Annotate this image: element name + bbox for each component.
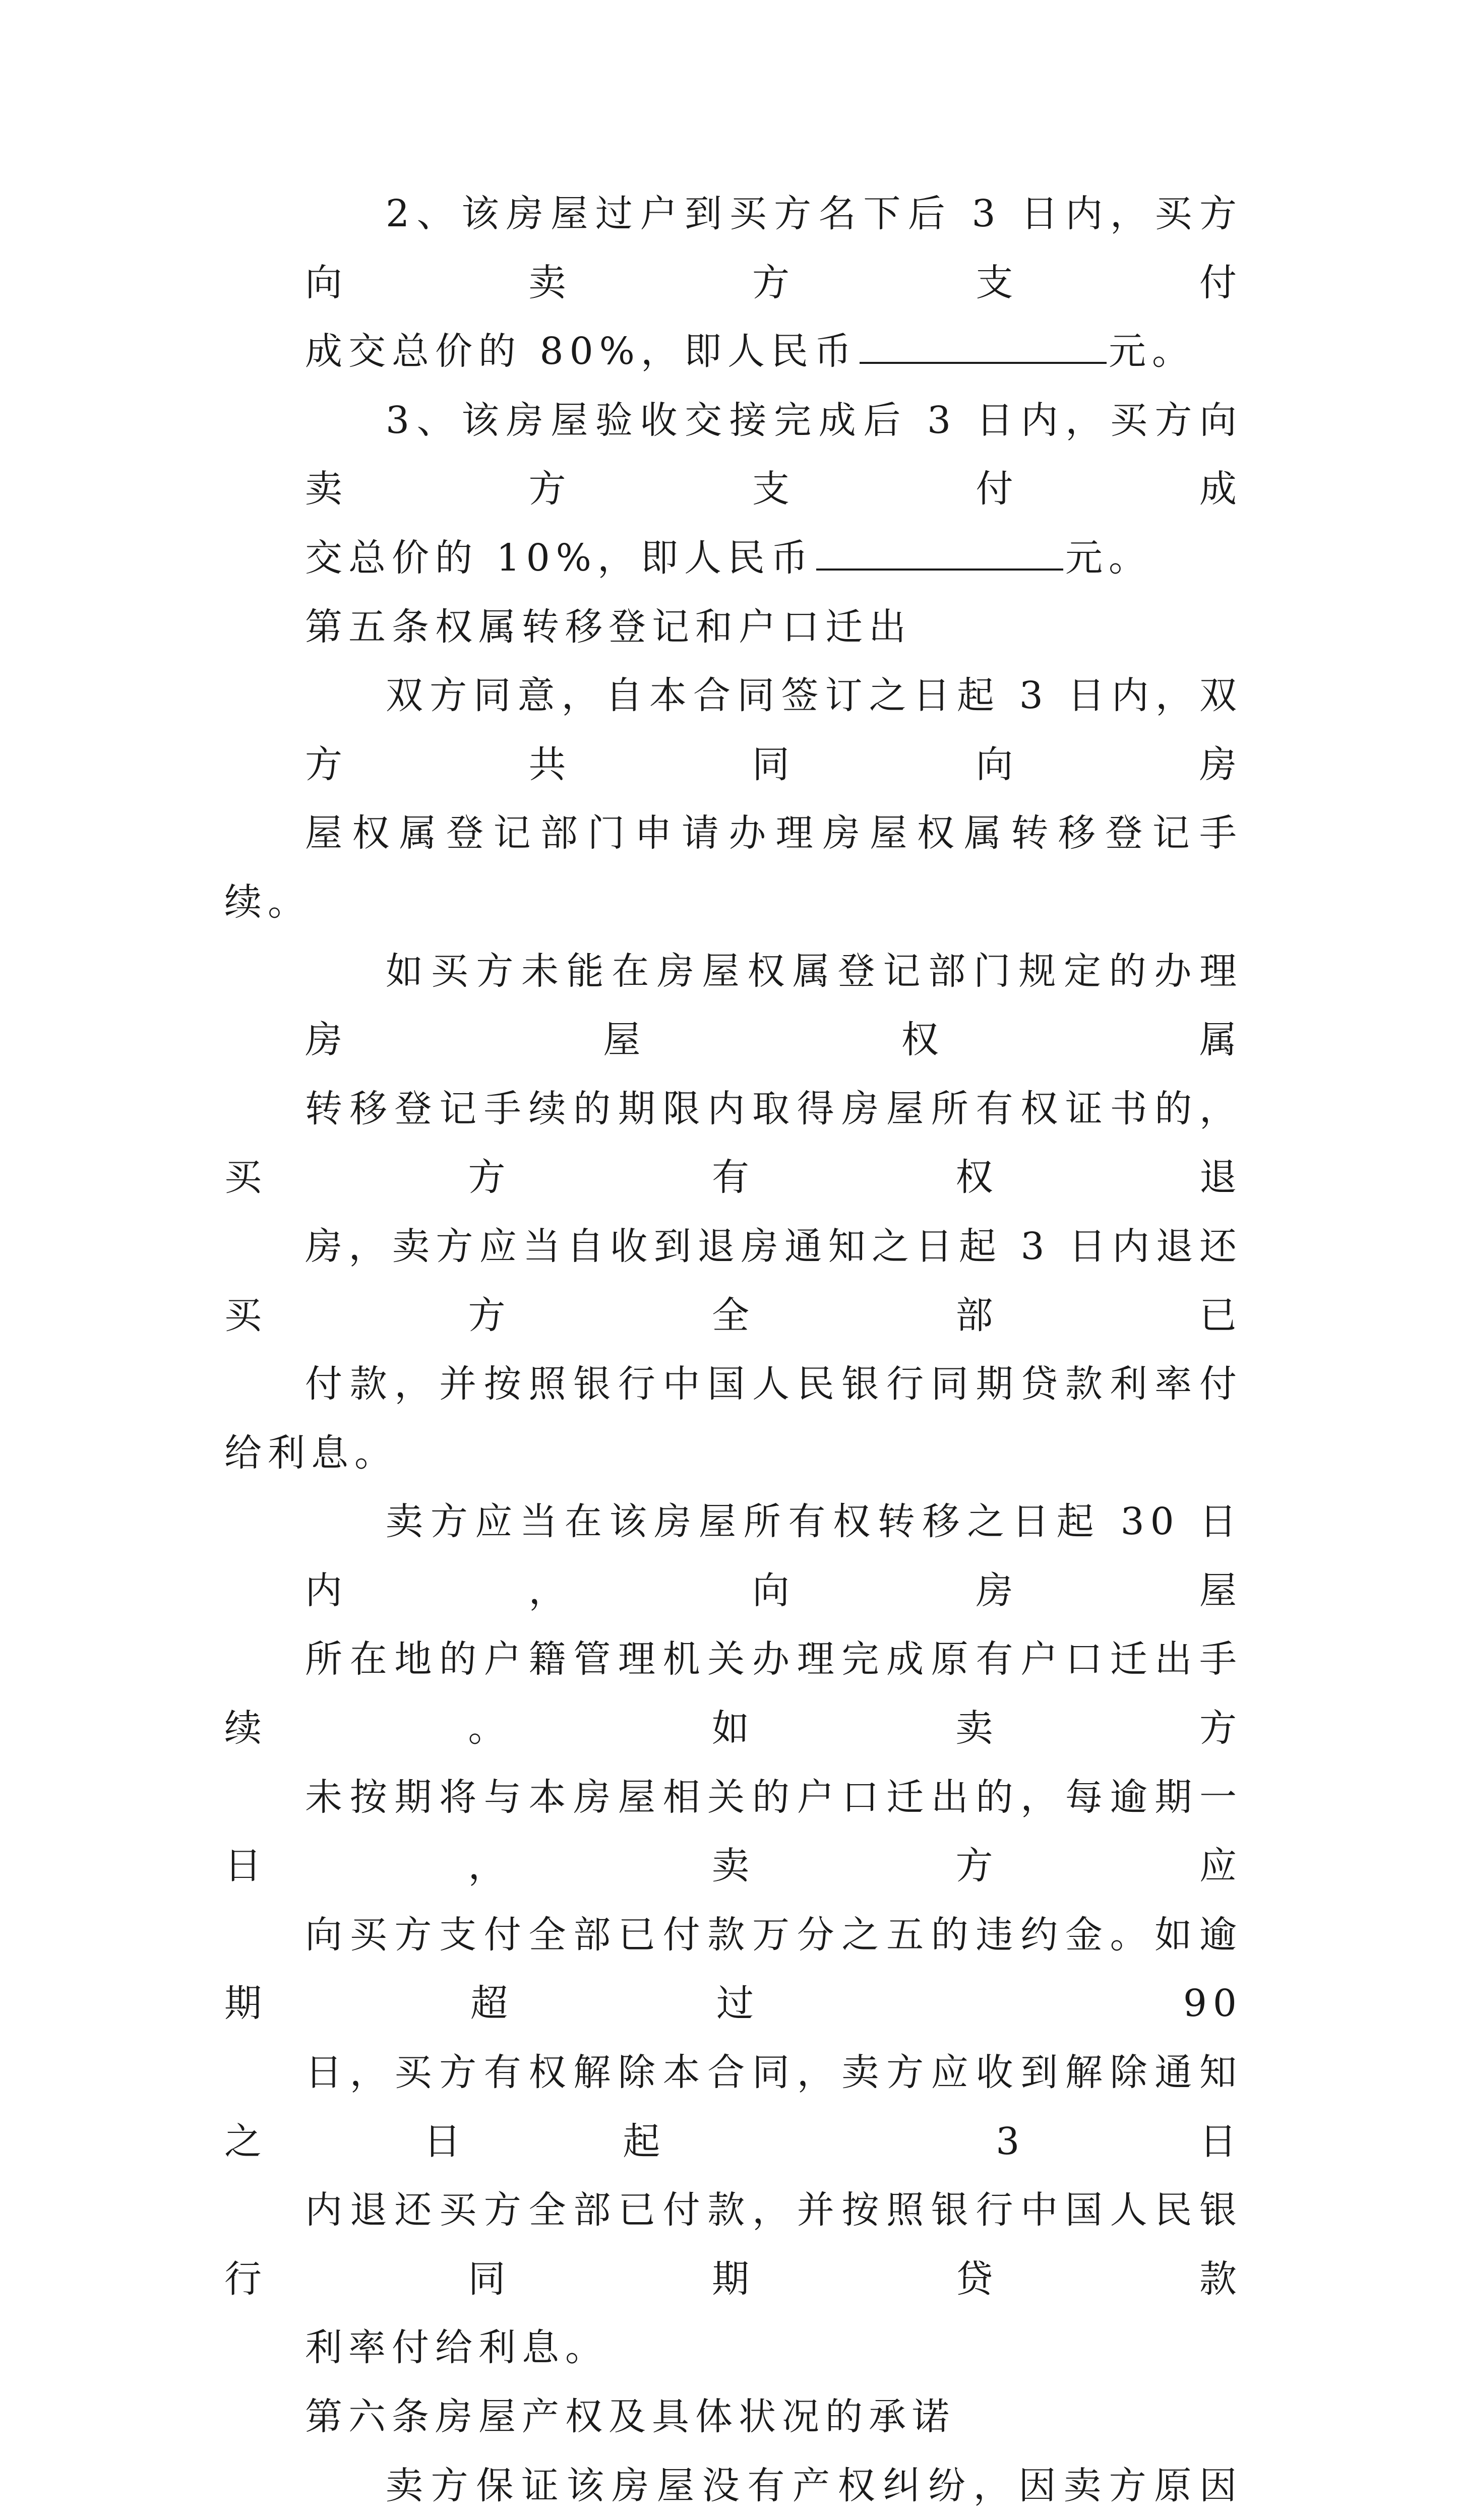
paragraph-line: 卖方应当在该房屋所有权转移之日起 30 日内，向房屋 <box>305 1500 1243 1612</box>
clause-paragraph-payment-80 <box>224 179 1243 386</box>
section-heading-article-6: 第六条房屋产权及具体状况的承诺 <box>305 2395 955 2438</box>
paragraph-line: 如买方未能在房屋权属登记部门规定的办理房屋权属 <box>305 949 1243 1062</box>
document-body <box>224 179 1243 2520</box>
currency-unit-text: 元。 <box>1065 536 1152 580</box>
clause-paragraph-refund <box>224 937 1243 1488</box>
amount-blank-field[interactable] <box>860 332 1107 364</box>
paragraph-line: 利率付给利息。 <box>305 2326 609 2370</box>
paragraph-line: 转移登记手续的期限内取得房屋所有权证书的，买方有权退 <box>224 1087 1243 1200</box>
paragraph-line: 屋权属登记部门申请办理房屋权属转移登记手续。 <box>224 811 1243 924</box>
paragraph-line: 3、该房屋验收交接完成后 3 日内，买方向卖方支付成 <box>305 398 1243 511</box>
clause-paragraph-payment-10 <box>224 386 1243 593</box>
amount-blank-field[interactable] <box>816 538 1063 571</box>
paragraph-line: 付款，并按照银行中国人民银行同期贷款利率付给利息。 <box>224 1362 1243 1475</box>
currency-unit-text: 元。 <box>1109 330 1195 373</box>
paragraph-line: 向买方支付全部已付款万分之五的违约金。如逾期超过 90 <box>224 1913 1243 2026</box>
paragraph-line: 日，买方有权解除本合同，卖方应收到解除通知之日起 3 日 <box>224 2051 1243 2163</box>
paragraph-line: 内退还买方全部已付款，并按照银行中国人民银行同期贷款 <box>224 2188 1243 2301</box>
clause-paragraph-household-registration <box>224 1487 1243 2382</box>
paragraph-line-text: 交总价的 10%，即人民币 <box>305 536 814 580</box>
paragraph-line: 2、该房屋过户到买方名下后 3 日内，买方向卖方支付 <box>305 192 1243 304</box>
paragraph-line: 双方同意，自本合同签订之日起 3 日内，双方共同向房 <box>305 674 1243 786</box>
paragraph-line: 卖方保证该房屋没有产权纠纷，因卖方原因 <box>386 2464 1243 2507</box>
paragraph-line-text: 成交总价的 80%，即人民币 <box>305 330 858 373</box>
paragraph-line: 所在地的户籍管理机关办理完成原有户口迁出手续。如卖方 <box>224 1637 1243 1750</box>
section-heading-article-5: 第五条权属转移登记和户口迁出 <box>305 605 912 649</box>
clause-paragraph-title-warranty <box>224 2451 1243 2520</box>
clause-paragraph-registration <box>224 661 1243 936</box>
paragraph-line: 未按期将与本房屋相关的户口迁出的，每逾期一日，卖方应 <box>224 1775 1243 1888</box>
paragraph-line <box>224 524 1243 593</box>
paragraph-line: 房，卖方应当自收到退房通知之日起 3 日内退还买方全部已 <box>224 1224 1243 1337</box>
paragraph-line <box>224 317 1243 386</box>
